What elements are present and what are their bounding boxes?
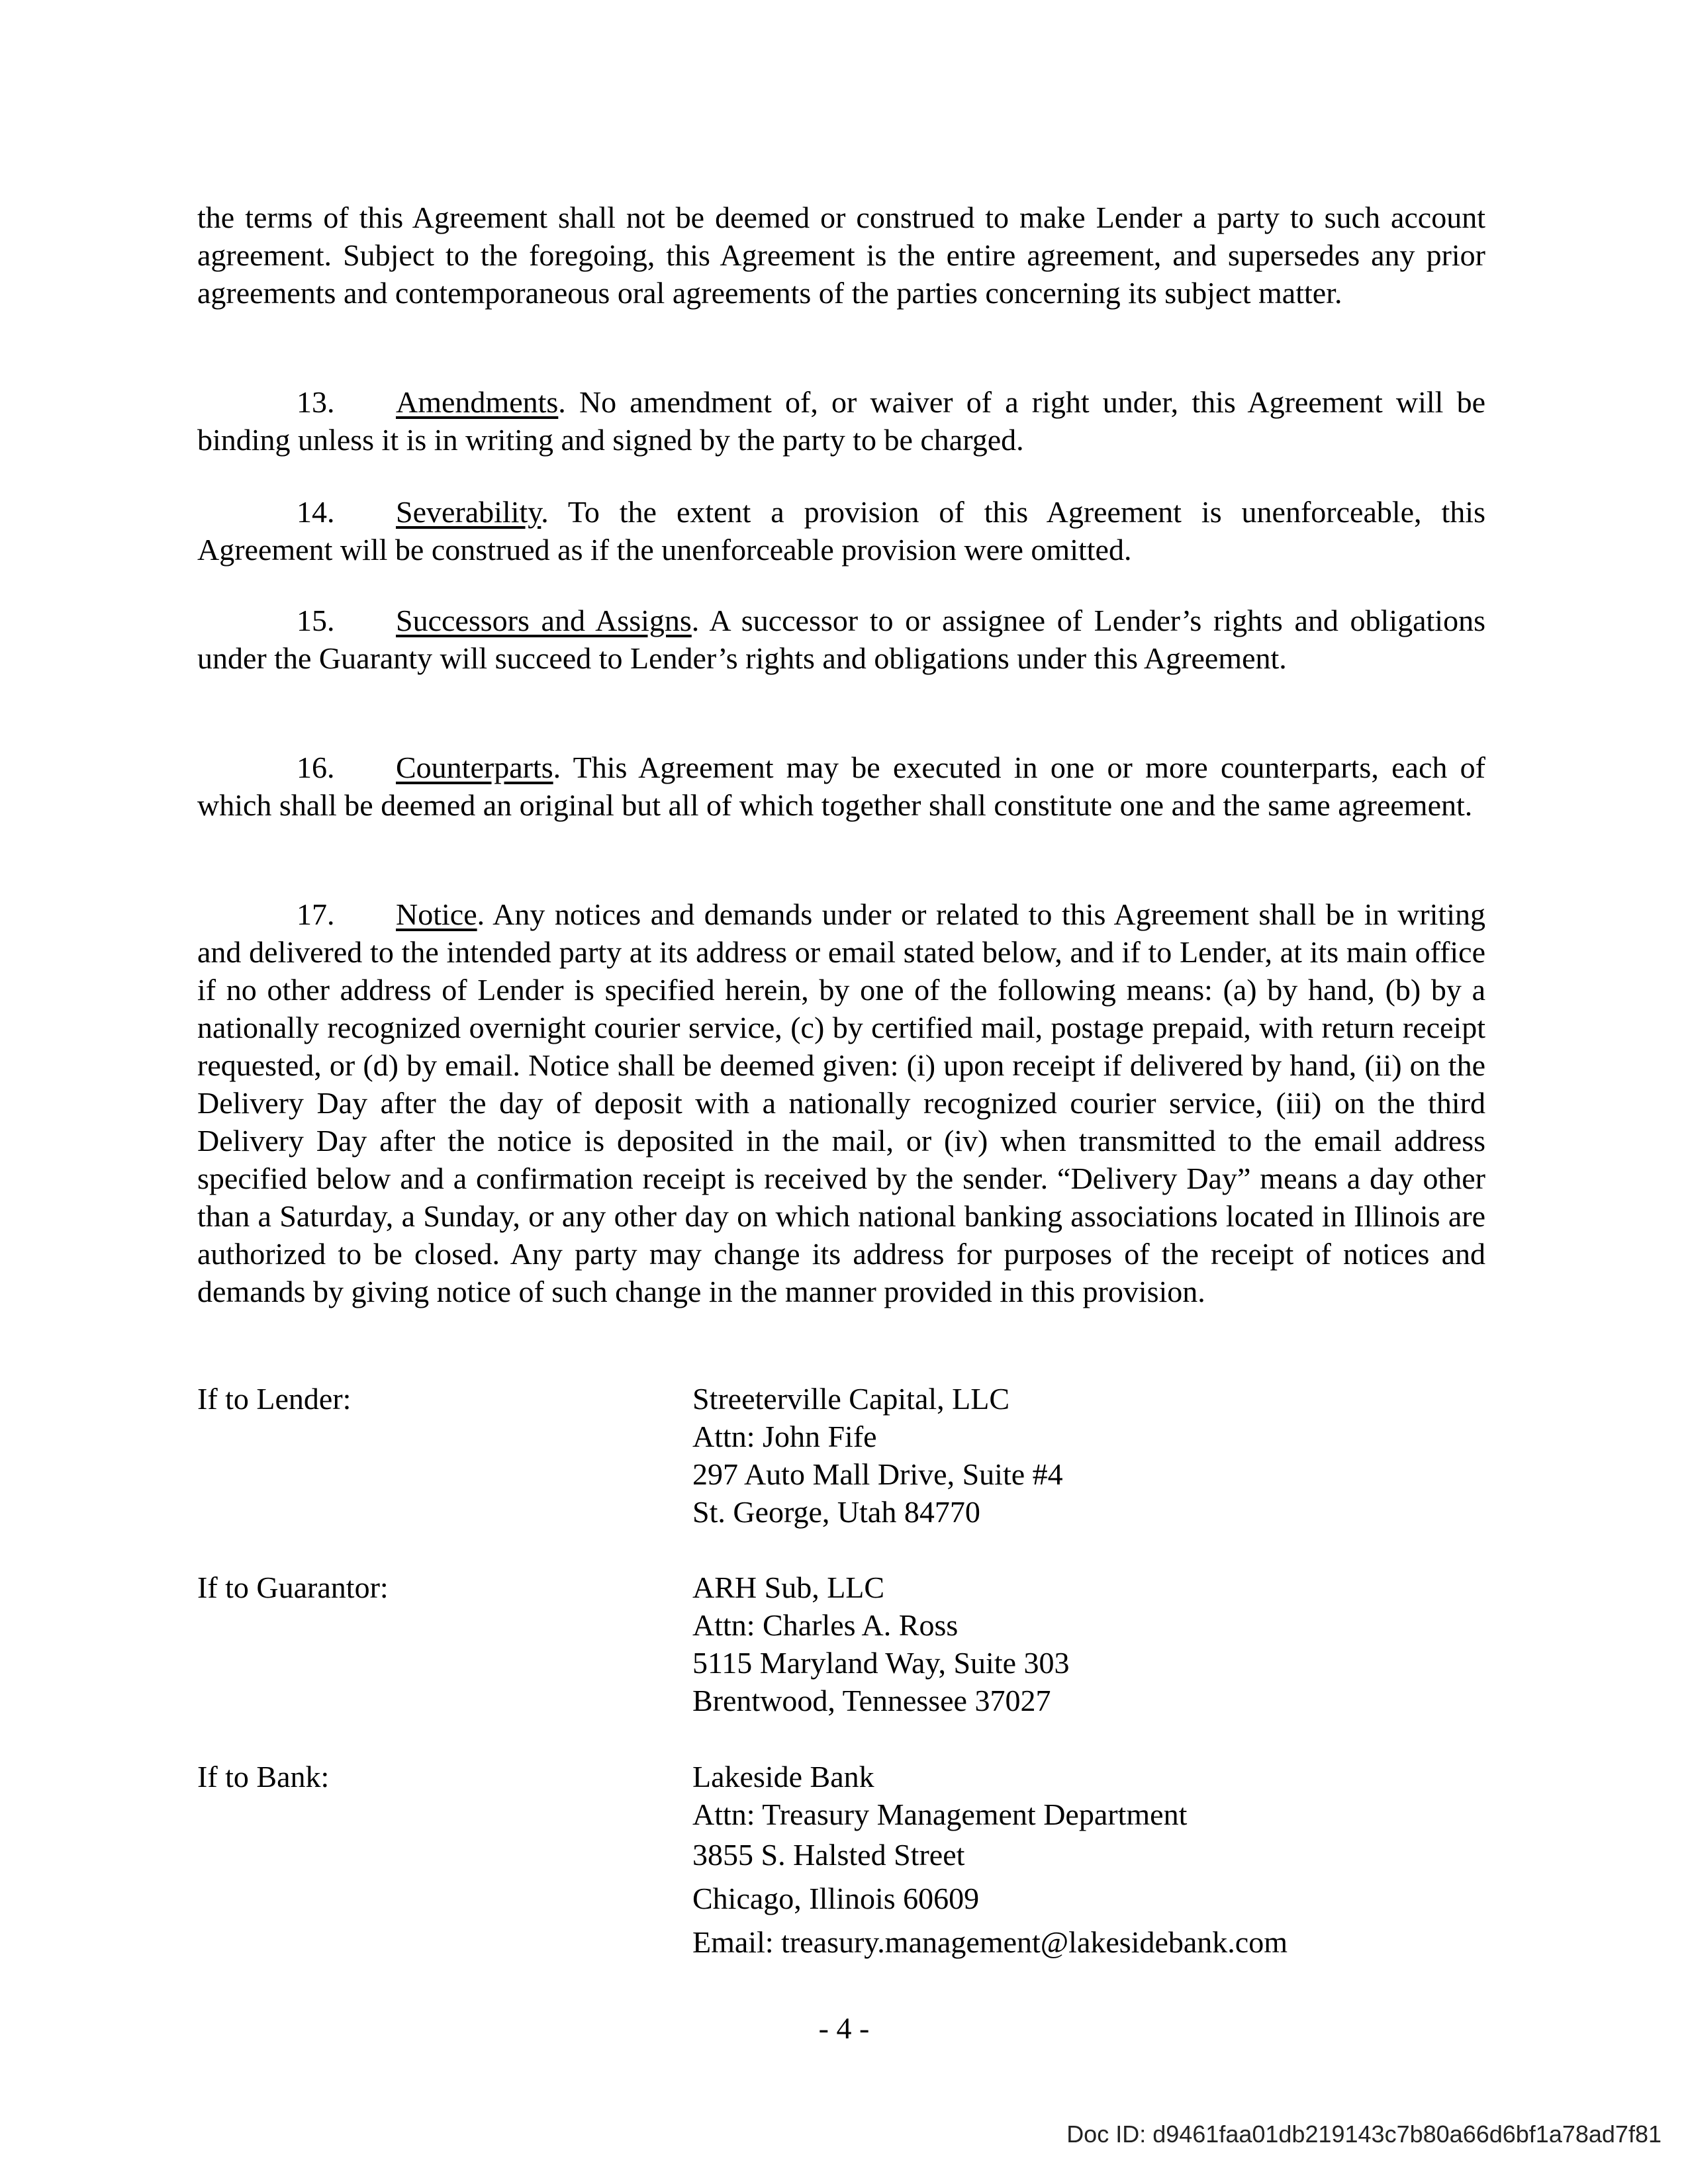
address-line: St. George, Utah 84770 [692,1495,980,1529]
address-line: Attn: Charles A. Ross [692,1608,959,1642]
address-line: Attn: Treasury Management Department [692,1797,1188,1831]
section-16-counterparts [197,749,1485,824]
section-17-notice [197,895,1485,1310]
email-line: Email: treasury.management@lakesidebank.com [692,1925,1288,1959]
doc-id: Doc ID: d9461faa01db219143c7b80a66d6bf1a78ad7f81 [1066,2120,1662,2148]
address-line: 5115 Maryland Way, Suite 303 [692,1646,1070,1680]
lender-address [692,1380,1063,1531]
section-body: . This Agreement may be executed in one or more counterparts, each of which shall be deemed an original but all of which together shall constitute one and the same agreement. [197,751,1485,822]
guarantor-address [692,1569,1070,1719]
address-line: ARH Sub, LLC [692,1570,885,1604]
address-line: Streeterville Capital, LLC [692,1382,1010,1416]
section-15-successors [197,602,1485,677]
section-13-amendments [197,383,1485,459]
notice-label-guarantor: If to Guarantor: [197,1570,389,1604]
section-number: 17. [297,897,335,931]
section-number: 15. [297,604,335,637]
section-body: . A successor to or assignee of Lender’s rights and obligations under the Guaranty will succeed to Lender’s rights and obligations under this Agreement. [197,604,1485,675]
section-number: 13. [297,385,335,419]
address-line: 3855 S. Halsted Street [692,1838,965,1872]
section-heading: Amendments [396,385,559,419]
page-number: - 4 - [818,2011,870,2045]
section-heading: Severability [396,495,541,529]
address-line: 297 Auto Mall Drive, Suite #4 [692,1457,1063,1491]
section-body: . No amendment of, or waiver of a right under, this Agreement will be binding unless it is in writing and signed by the party to be charged. [197,385,1485,457]
address-line: Chicago, Illinois 60609 [692,1882,980,1915]
address-line: Brentwood, Tennessee 37027 [692,1684,1051,1717]
notice-label-bank: If to Bank: [197,1760,330,1794]
section-number: 16. [297,751,335,784]
carryover-paragraph: the terms of this Agreement shall not be deemed or construed to make Lender a party to such account agreement. Subject to the foregoing, this Agreement is the entire agreement, and supersedes any prior agreements and contemporaneous oral agreements of the parties concerning its subject matter. [197,201,1485,310]
address-line: Attn: John Fife [692,1420,877,1453]
bank-address [692,1758,1288,1964]
notice-label-lender: If to Lender: [197,1382,352,1416]
section-body: . To the extent a provision of this Agreement is unenforceable, this Agreement will be construed as if the unenforceable provision were omitted. [197,495,1485,567]
section-body: . Any notices and demands under or related to this Agreement shall be in writing and delivered to the intended party at its address or email stated below, and if to Lender, at its main office if no other address of Lender is specified herein, by one of the following means: (a) by hand, (b) by a nationally recognized overnight courier service, (c) by certified mail, postage prepaid, with return receipt requested, or (d) by email. Notice shall be deemed given: (i) upon receipt if delivered by hand, (ii) on the Delivery Day after the day of deposit with a nationally recognized courier service, (iii) on the third Delivery Day after the notice is deposited in the mail, or (iv) when transmitted to the email address specified below and a confirmation receipt is received by the sender. “Delivery Day” means a day other than a Saturday, a Sunday, or any other day on which national banking associations located in Illinois are authorized to be closed. Any party may change its address for purposes of the receipt of notices and demands by giving notice of such change in the manner provided in this provision. [197,897,1485,1308]
section-14-severability [197,493,1485,569]
section-number: 14. [297,495,335,529]
section-heading: Counterparts [396,751,553,784]
section-heading: Successors and Assigns [396,604,692,637]
address-line: Lakeside Bank [692,1760,874,1794]
section-heading: Notice [396,897,477,931]
